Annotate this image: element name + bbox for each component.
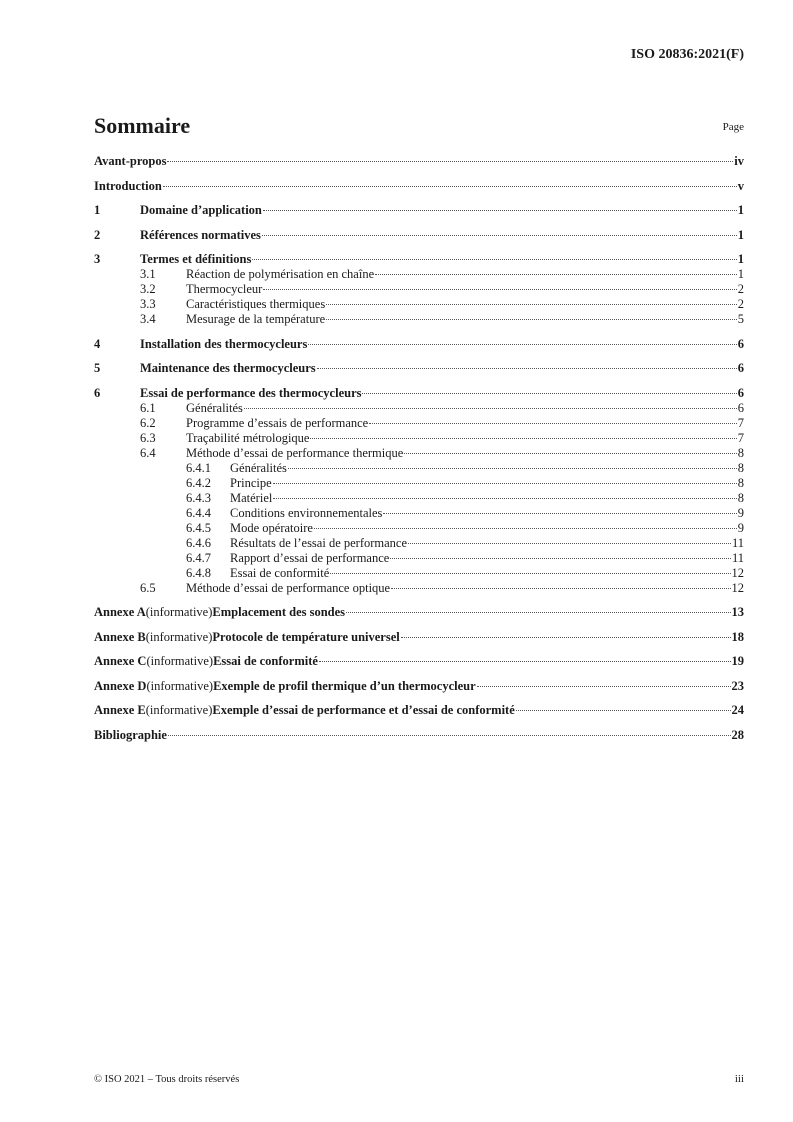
toc-entry-title: Résultats de l’essai de performance xyxy=(230,535,408,550)
toc-entry[interactable] xyxy=(94,703,744,718)
toc-entry-page: 11 xyxy=(731,550,744,565)
toc-entry-number: 6.4.6 xyxy=(186,535,211,550)
toc-entry-number: 3.4 xyxy=(140,312,156,326)
toc-entry[interactable] xyxy=(94,476,744,491)
toc-entry-page: iv xyxy=(734,154,744,168)
toc-entry-title: Mode opératoire xyxy=(230,520,313,535)
toc-entry-page: 6 xyxy=(737,336,744,351)
dot-leader xyxy=(263,210,737,211)
toc-entry-number: 6.4.1 xyxy=(186,460,211,475)
dot-leader xyxy=(314,528,737,529)
toc-entry-page: 1 xyxy=(737,252,744,266)
toc-entry-number: 3.1 xyxy=(140,267,156,281)
toc-entry-title: Caractéristiques thermiques xyxy=(186,297,326,311)
toc-entry-number: 6.4.3 xyxy=(186,490,211,505)
toc-entry-title: Principe xyxy=(230,475,272,490)
toc-annex-label: Annexe E xyxy=(94,703,146,717)
toc-entry-page: 8 xyxy=(737,460,744,475)
toc-entry-number: 6.2 xyxy=(140,415,156,430)
toc-entry-title: Essai de conformité xyxy=(213,654,318,668)
toc-entry[interactable] xyxy=(94,337,744,352)
toc-entry-title: Généralités xyxy=(230,460,287,475)
toc-annex-label: Annexe C xyxy=(94,654,147,668)
toc-entry-title: Conditions environnementales xyxy=(230,505,383,520)
toc-annex-label: Annexe A xyxy=(94,605,146,619)
toc-annex-note: (informative) xyxy=(146,678,214,693)
dot-leader xyxy=(262,235,737,236)
toc-entry-title: Avant-propos xyxy=(94,154,167,168)
toc-entry-number: 6.4.5 xyxy=(186,520,211,535)
toc-entry-number: 6.4 xyxy=(140,445,156,460)
toc-entry-number: 6.4.2 xyxy=(186,475,211,490)
dot-leader xyxy=(263,289,736,290)
toc-entry[interactable] xyxy=(94,551,744,566)
toc-entry-title: Matériel xyxy=(230,490,273,505)
toc-entry-number: 6.4.4 xyxy=(186,505,211,520)
toc-entry-number: 6.3 xyxy=(140,430,156,445)
toc-entry-page: 5 xyxy=(737,312,744,326)
toc-entry-page: 7 xyxy=(737,430,744,445)
toc-entry-number: 6.1 xyxy=(140,400,156,415)
toc-entry-title: Essai de performance des thermocycleurs xyxy=(140,385,362,400)
dot-leader xyxy=(167,161,733,162)
dot-leader xyxy=(330,573,730,574)
toc-entry-page: 11 xyxy=(731,535,744,550)
dot-leader xyxy=(408,543,731,544)
toc-entry-number: 3.2 xyxy=(140,282,156,296)
toc-entry[interactable] xyxy=(94,521,744,536)
toc-entry-page: 2 xyxy=(737,282,744,296)
toc-entry-number: 3 xyxy=(94,252,101,266)
toc-entry-page: 1 xyxy=(737,267,744,281)
dot-leader xyxy=(369,423,737,424)
toc-entry-title: Programme d’essais de performance xyxy=(186,415,369,430)
toc-entry[interactable] xyxy=(94,728,744,743)
toc-entry-title: Domaine d’application xyxy=(140,203,262,217)
toc-entry[interactable] xyxy=(94,679,744,694)
dot-leader xyxy=(273,483,737,484)
dot-leader xyxy=(401,637,731,638)
toc-entry-page: 12 xyxy=(731,580,744,595)
toc-entry-page: 1 xyxy=(737,203,744,217)
dot-leader xyxy=(516,710,731,711)
toc-entry[interactable] xyxy=(94,312,744,327)
toc-entry-page: 28 xyxy=(731,727,744,742)
dot-leader xyxy=(168,735,731,736)
toc-entry-title: Rapport d’essai de performance xyxy=(230,550,390,565)
toc-entry[interactable] xyxy=(94,401,744,416)
toc-entry[interactable] xyxy=(94,361,744,376)
toc-entry-page: 19 xyxy=(731,654,744,668)
toc-entry[interactable] xyxy=(94,431,744,446)
toc-entry[interactable] xyxy=(94,386,744,401)
toc-entry[interactable] xyxy=(94,154,744,169)
dot-leader xyxy=(319,661,731,662)
toc-entry-page: 9 xyxy=(737,520,744,535)
toc-entry-title: Introduction xyxy=(94,178,162,193)
toc-entry-number: 4 xyxy=(94,336,101,351)
dot-leader xyxy=(404,453,736,454)
footer-copyright: © ISO 2021 – Tous droits réservés xyxy=(94,1074,240,1085)
toc-entry-title: Références normatives xyxy=(140,227,261,242)
toc-entry-title: Emplacement des sondes xyxy=(212,605,346,619)
dot-leader xyxy=(163,186,737,187)
dot-leader xyxy=(288,468,737,469)
toc-annex-note: (informative) xyxy=(145,703,213,717)
toc-entry-page: 6 xyxy=(737,361,744,375)
toc-entry-number: 6.4.7 xyxy=(186,550,211,565)
toc-annex-note: (informative) xyxy=(145,605,213,619)
toc-entry-page: 7 xyxy=(737,415,744,430)
footer-page-number: iii xyxy=(734,1073,744,1085)
toc-entry-number: 5 xyxy=(94,361,101,375)
toc-entry-title: Termes et définitions xyxy=(140,252,252,266)
toc-entry[interactable] xyxy=(94,506,744,521)
dot-leader xyxy=(310,438,736,439)
toc-entry-title: Méthode d’essai de performance thermique xyxy=(186,445,404,460)
toc-entry[interactable] xyxy=(94,461,744,476)
toc-entry[interactable] xyxy=(94,297,744,312)
toc-entry-page: v xyxy=(737,178,744,193)
toc-entry[interactable] xyxy=(94,566,744,581)
page-title: Sommaire xyxy=(94,113,191,138)
toc-entry-page: 6 xyxy=(737,385,744,400)
dot-leader xyxy=(390,558,731,559)
toc-annex-note: (informative) xyxy=(145,629,213,644)
toc-entry[interactable] xyxy=(94,203,744,218)
toc-entry[interactable] xyxy=(94,654,744,669)
toc-entry[interactable] xyxy=(94,267,744,282)
dot-leader xyxy=(391,588,730,589)
toc-entry-title: Thermocycleur xyxy=(186,282,263,296)
toc-annex-label: Annexe D xyxy=(94,678,147,693)
toc-entry-page: 24 xyxy=(731,703,744,717)
dot-leader xyxy=(326,319,737,320)
toc-entry[interactable] xyxy=(94,630,744,645)
toc-entry-title: Méthode d’essai de performance optique xyxy=(186,580,391,595)
toc-entry-page: 2 xyxy=(737,297,744,311)
dot-leader xyxy=(375,274,737,275)
toc-entry-number: 6.4.8 xyxy=(186,565,211,580)
dot-leader xyxy=(317,368,737,369)
toc-entry[interactable] xyxy=(94,536,744,551)
toc-entry-page: 6 xyxy=(737,400,744,415)
toc-entry-number: 1 xyxy=(94,203,101,217)
toc-annex-note: (informative) xyxy=(146,654,214,668)
toc-entry-title: Généralités xyxy=(186,400,243,415)
toc-annex-label: Annexe B xyxy=(94,629,146,644)
toc-entry[interactable] xyxy=(94,491,744,506)
toc-entry-page: 12 xyxy=(731,565,744,580)
toc-entry[interactable] xyxy=(94,282,744,297)
toc-entry-number: 3.3 xyxy=(140,297,156,311)
toc-entry[interactable] xyxy=(94,416,744,431)
toc-entry-page: 13 xyxy=(731,605,744,619)
toc-entry[interactable] xyxy=(94,228,744,243)
toc-entry-page: 8 xyxy=(737,445,744,460)
toc-entry-title: Essai de conformité xyxy=(230,565,330,580)
toc-entry[interactable] xyxy=(94,252,744,267)
toc-entry-title: Protocole de température universel xyxy=(212,629,400,644)
dot-leader xyxy=(346,612,730,613)
dot-leader xyxy=(252,259,736,260)
toc-entry-page: 1 xyxy=(737,227,744,242)
toc-entry[interactable] xyxy=(94,446,744,461)
toc-entry-title: Bibliographie xyxy=(94,727,167,742)
toc-entry-title: Maintenance des thermocycleurs xyxy=(140,361,316,375)
dot-leader xyxy=(383,513,736,514)
dot-leader xyxy=(477,686,731,687)
dot-leader xyxy=(362,393,736,394)
toc-entry-title: Installation des thermocycleurs xyxy=(140,336,308,351)
table-of-contents xyxy=(94,154,744,743)
toc-entry-number: 2 xyxy=(94,227,101,242)
dot-leader xyxy=(244,408,737,409)
toc-entry[interactable] xyxy=(94,605,744,620)
toc-entry-title: Mesurage de la température xyxy=(186,312,326,326)
dot-leader xyxy=(273,498,736,499)
toc-entry[interactable] xyxy=(94,179,744,194)
toc-entry-number: 6 xyxy=(94,385,101,400)
toc-entry-title: Exemple d’essai de performance et d’essai de conformité xyxy=(212,703,515,717)
toc-entry-title: Traçabilité métrologique xyxy=(186,430,310,445)
toc-entry-page: 8 xyxy=(737,490,744,505)
toc-entry-page: 23 xyxy=(731,678,744,693)
toc-entry-title: Exemple de profil thermique d’un thermocycleur xyxy=(213,678,476,693)
toc-entry-title: Réaction de polymérisation en chaîne xyxy=(186,267,375,281)
toc-entry-page: 8 xyxy=(737,475,744,490)
page-column-label: Page xyxy=(722,121,744,133)
toc-entry[interactable] xyxy=(94,581,744,596)
toc-entry-page: 9 xyxy=(737,505,744,520)
document-id: ISO 20836:2021(F) xyxy=(630,47,744,62)
dot-leader xyxy=(308,344,736,345)
toc-entry-page: 18 xyxy=(731,629,744,644)
dot-leader xyxy=(326,304,737,305)
toc-entry-number: 6.5 xyxy=(140,580,156,595)
